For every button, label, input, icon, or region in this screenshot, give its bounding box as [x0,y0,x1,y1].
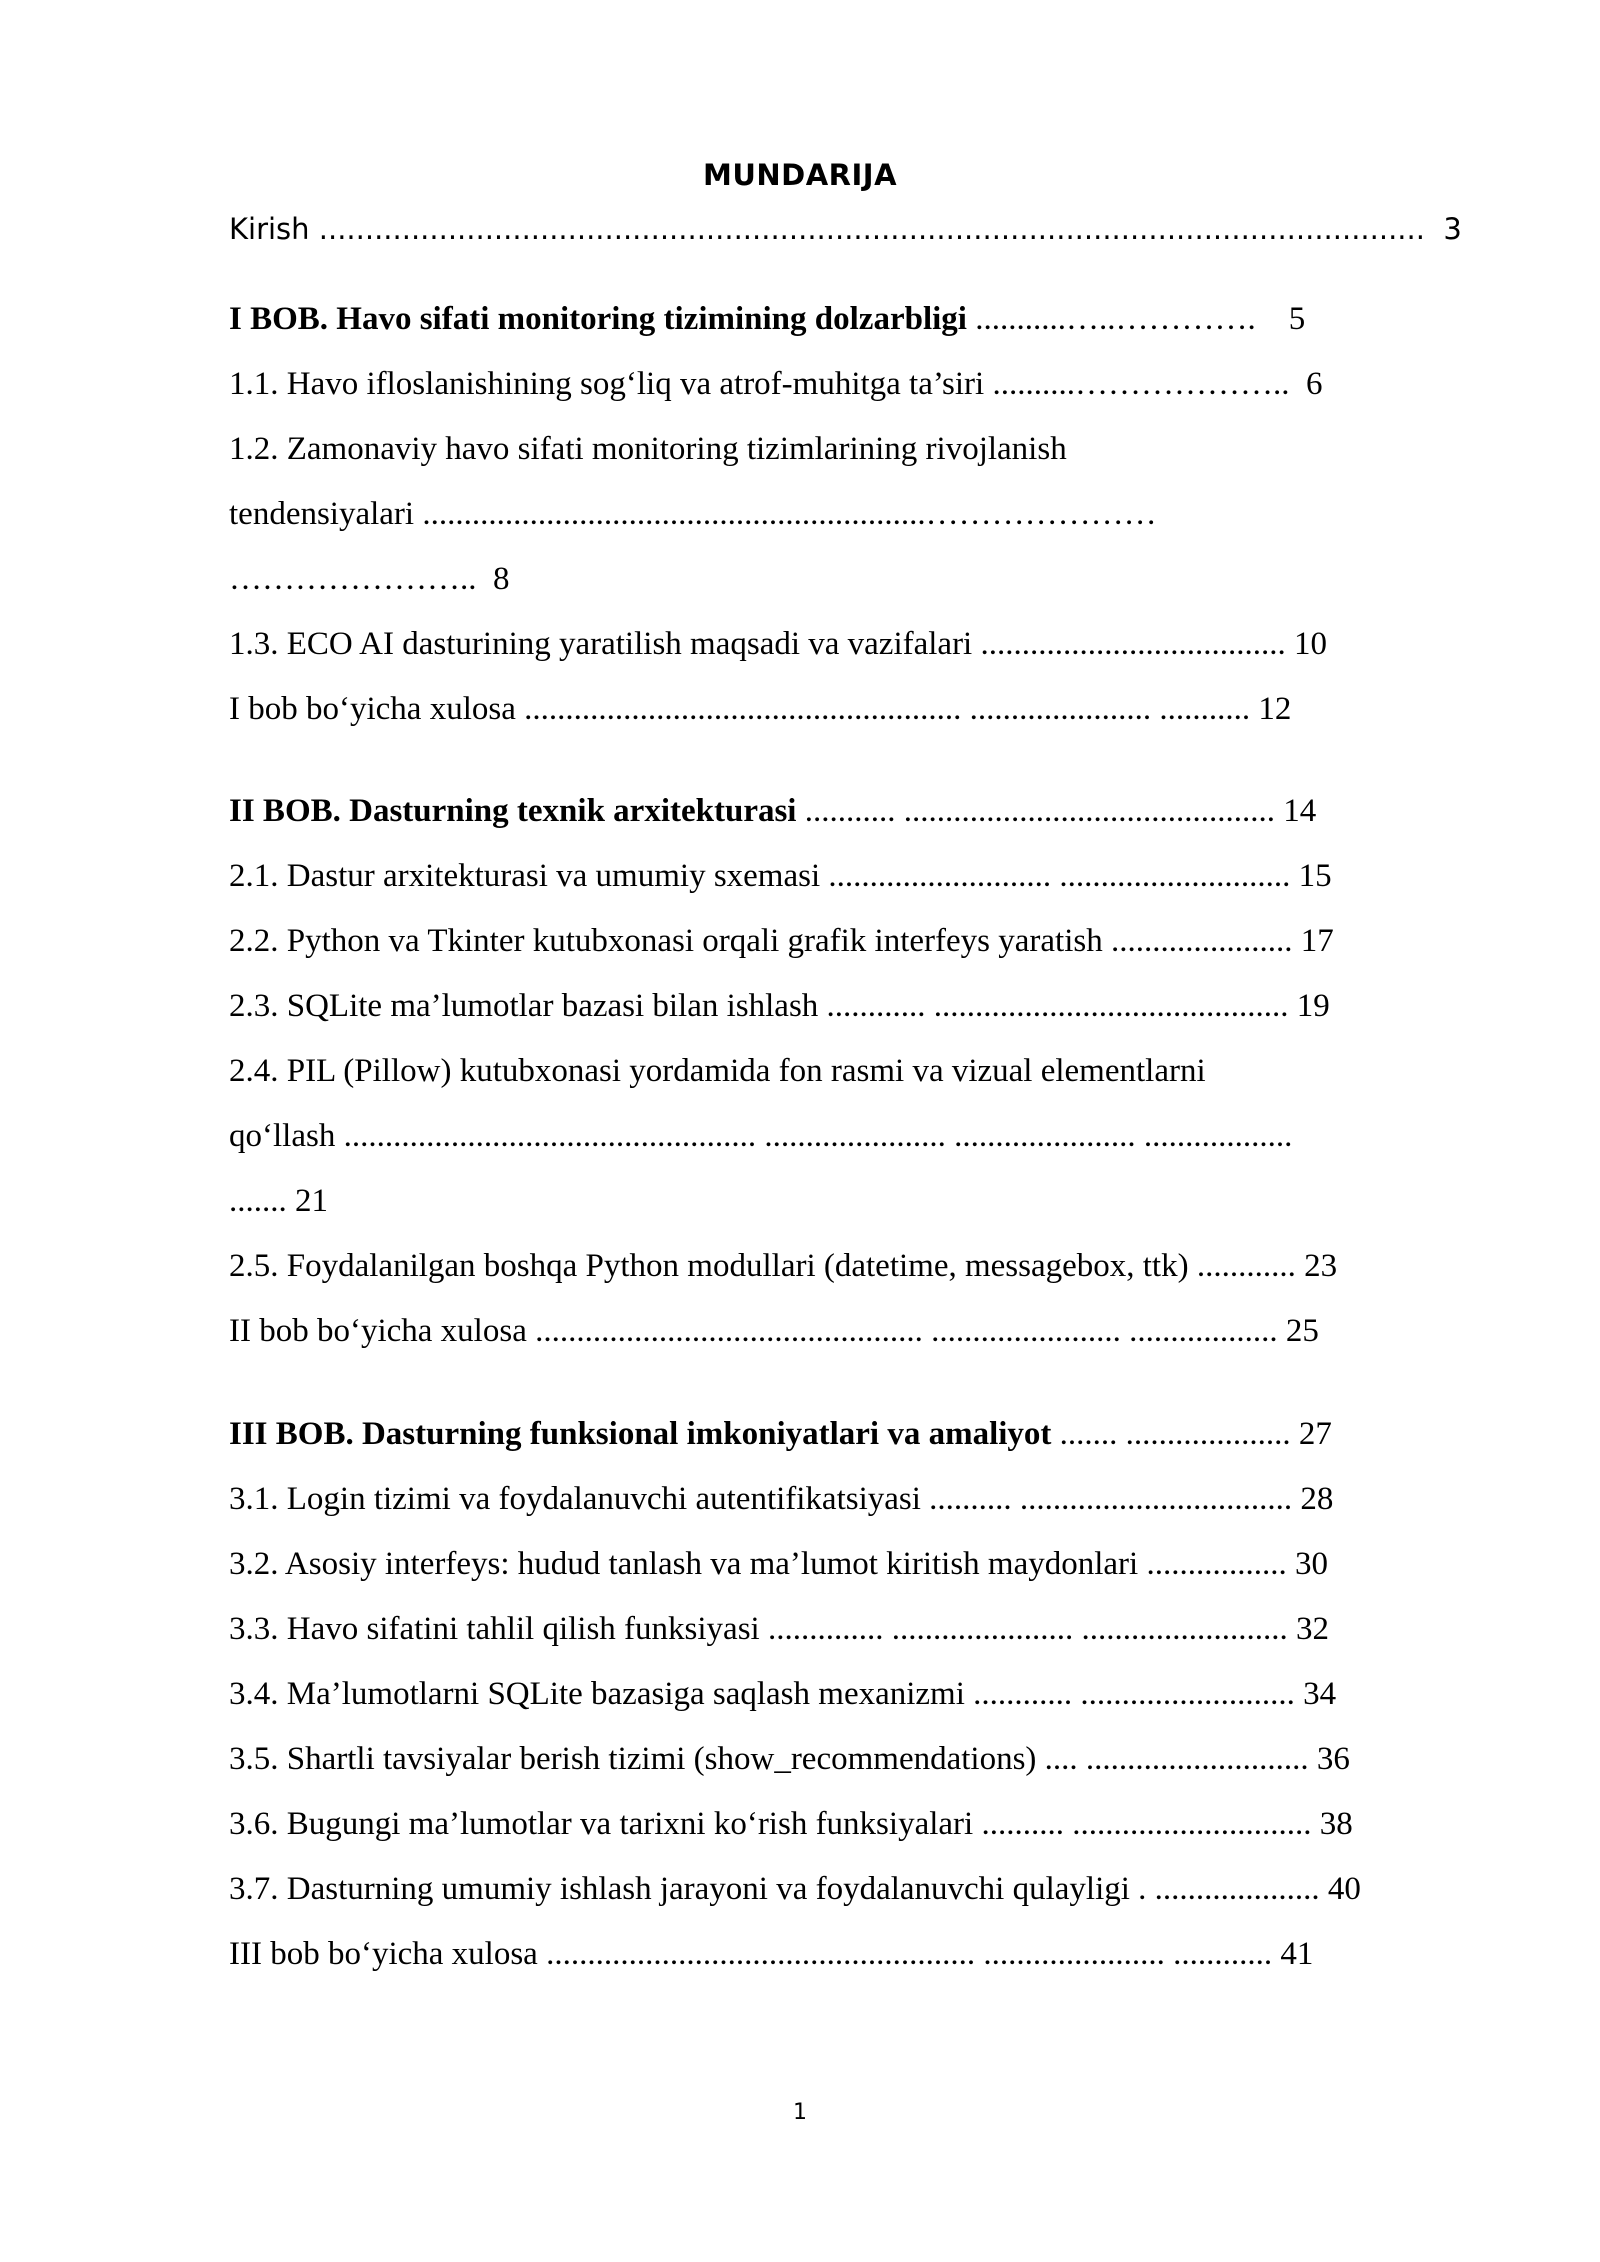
toc-entry-1-3: 1.3. ECO AI dasturining yaratilish maqsadi va vazifalari ..................................... 10 [229,626,1327,662]
toc-entry-3-2: 3.2. Asosiy interfeys: hudud tanlash va ma’lumot kiritish maydonlari ................. 30 [229,1546,1328,1582]
page-number: 1 [793,2100,807,2125]
toc-entry-1-2-line2: tendensiyalari .............................................................………………… [229,496,1157,532]
toc-entry-2-2: 2.2. Python va Tkinter kutubxonasi orqali grafik interfeys yaratish ...................... 17 [229,923,1334,959]
toc-heading: MUNDARIJA [702,158,898,192]
toc-entry-2-4-line1: 2.4. PIL (Pillow) kutubxonasi yordamida fon rasmi va vizual elementlarni [229,1053,1206,1089]
toc-chapter-3-title: III BOB. Dasturning funksional imkoniyatlari va amaliyot [229,1416,1052,1452]
toc-conclusion-2: II bob bo‘yicha xulosa ............................................... ....................... .................. 25 [229,1313,1319,1349]
toc-entry-1-2-line1: 1.2. Zamonaviy havo sifati monitoring tizimlarining rivojlanish [229,431,1067,467]
toc-chapter-2-leader: ........... ............................................. 14 [796,793,1317,829]
toc-entry-2-5: 2.5. Foydalanilgan boshqa Python modullari (datetime, messagebox, ttk) ............ 23 [229,1248,1338,1284]
toc-entry-3-6: 3.6. Bugungi ma’lumotlar va tarixni ko‘rish funksiyalari .......... ............................. 38 [229,1806,1353,1842]
toc-entry-2-3: 2.3. SQLite ma’lumotlar bazasi bilan ishlash ............ ........................................... 19 [229,988,1330,1024]
toc-entry-2-4-line3: ....... 21 [229,1183,328,1219]
toc-conclusion-3: III bob bo‘yicha xulosa .................................................... ...................... ............ 41 [229,1936,1314,1972]
toc-entry-3-5: 3.5. Shartli tavsiyalar berish tizimi (show_recommendations) .... ........................... 36 [229,1741,1350,1777]
toc-conclusion-1: I bob bo‘yicha xulosa ..................................................... ...................... ........... 12 [229,691,1292,727]
toc-chapter-1 [229,297,1305,341]
toc-entry-3-4: 3.4. Ma’lumotlarni SQLite bazasiga saqlash mexanizmi ............ .......................... 34 [229,1676,1337,1712]
toc-entry-1-2-line3: ………………….. 8 [229,561,510,597]
toc-entry-3-7: 3.7. Dasturning umumiy ishlash jarayoni va foydalanuvchi qulayligi . .................... 40 [229,1871,1361,1907]
toc-chapter-1-title: I BOB. Havo sifati monitoring tizimining dolzarbligi [229,301,967,337]
toc-entry-2-1: 2.1. Dastur arxitekturasi va umumiy sxemasi ........................... ............................ 15 [229,858,1332,894]
toc-entry-2-4-line2: qo‘llash .................................................. ...................... ...................... .................. [229,1118,1293,1154]
toc-chapter-1-leader: ...........…..…………. 5 [966,301,1306,337]
toc-chapter-3 [229,1412,1332,1456]
toc-entry-3-3: 3.3. Havo sifatini tahlil qilish funksiyasi .............. ...................... ......................... 32 [229,1611,1329,1647]
toc-chapter-3-leader: ....... .................... 27 [1051,1416,1332,1452]
toc-chapter-2 [229,789,1316,833]
toc-entry-1-1: 1.1. Havo ifloslanishining sog‘liq va atrof-muhitga ta’siri ..........……………….. 6 [229,366,1323,402]
toc-entry-3-1: 3.1. Login tizimi va foydalanuvchi autentifikatsiyasi .......... ................................. 28 [229,1481,1334,1517]
toc-chapter-2-title: II BOB. Dasturning texnik arxitekturasi [229,793,797,829]
toc-entry-kirish: Kirish ........................................................................................................................ 3 [229,212,1462,246]
